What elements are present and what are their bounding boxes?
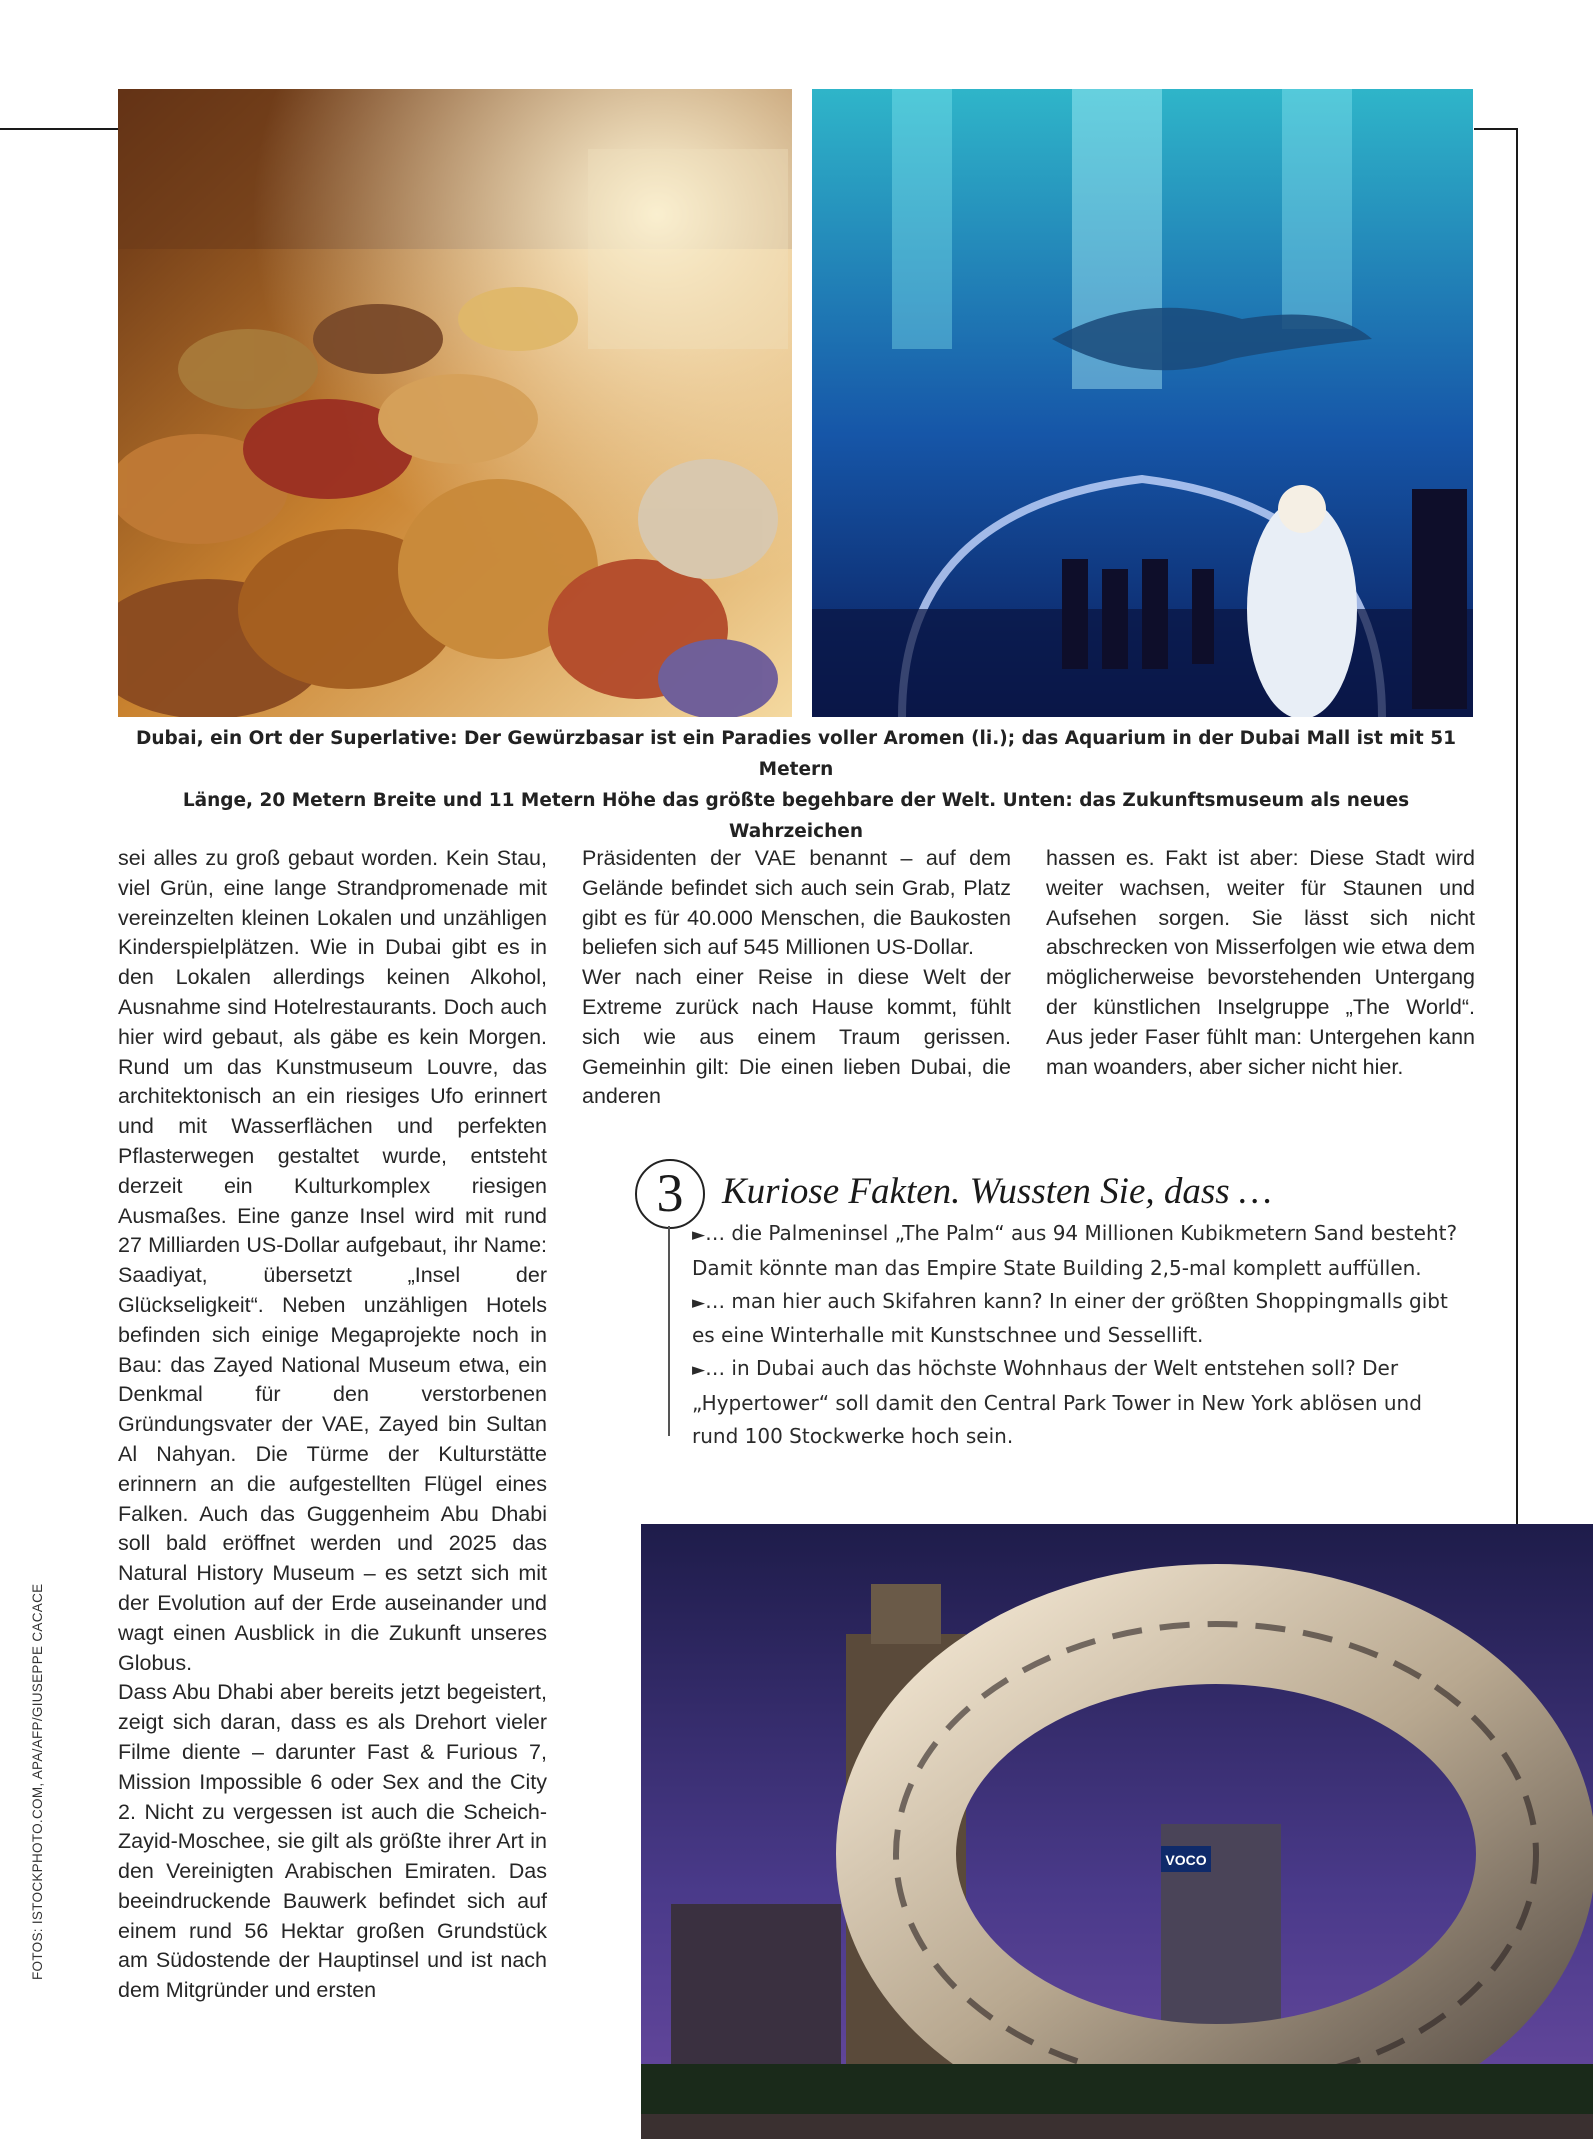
spice-market-image: [118, 89, 792, 717]
aquarium-photo: [812, 89, 1473, 717]
museum-of-the-future-photo: [641, 1524, 1593, 2139]
museum-image: [641, 1524, 1593, 2139]
column2-paragraph-2: Wer nach einer Reise in diese Welt der Extreme zurück nach Hause kommt, fühlt sich wie aus einem Traum gerissen. Gemeinhin gilt: Die einen lieben Dubai, die anderen: [582, 965, 1011, 1109]
fact-text: … man hier auch Skifahren kann? In einer der größten Shoppingmalls gibt es eine Winterhalle mit Kunstschnee und Sessellift.: [692, 1288, 1448, 1348]
right-vertical-rule: [1516, 128, 1518, 1524]
facts-title: Kuriose Fakten. Wussten Sie, dass …: [722, 1171, 1272, 1212]
triangle-bullet-icon: ►: [692, 1360, 706, 1381]
facts-side-rule: [668, 1226, 670, 1436]
caption-line-2: Länge, 20 Metern Breite und 11 Metern Höhe das größte begehbare der Welt. Unten: das Zukunftsmuseum als neues Wahrzeichen: [182, 790, 1410, 842]
triangle-bullet-icon: ►: [692, 1292, 706, 1313]
column1-paragraph-1: sei alles zu groß gebaut worden. Kein Stau, viel Grün, eine lange Strandpromenade mit vereinzelten kleinen Lokalen und unzähligen Kinderspielplätzen. Wie in Dubai gibt es in den Lokalen allerdings keinen Alkohol, Ausnahme sind Hotelrestaurants. Doch auch hier wird gebaut, als gäbe es kein Morgen. Rund um das Kunstmuseum Louvre, das architektonisch an ein riesiges Ufo erinnert und mit Wasserflächen und perfekten Pflasterwegen gestaltet wurde, entsteht derzeit ein Kulturkomplex riesigen Ausmaßes. Eine ganze Insel wird mit rund 27 Milliarden US-Dollar aufgebaut, ihr Name: Saadiyat, übersetzt „Insel der Glückseligkeit“. Neben unzähligen Hotels befinden sich einige Megaprojekte noch in Bau: das Zayed National Museum etwa, ein Denkmal für den verstorbenen Gründungsvater der VAE, Zayed bin Sultan Al Nahyan. Die Türme der Kulturstätte erinnern an die aufgestellten Flügel eines Falken. Auch das Guggenheim Abu Dhabi soll bald eröffnet werden und 2025 das Natural History Museum – es setzt sich mit der Evolution auf der Erde auseinander und wagt einen Ausblick in die Zukunft unseres Globus.: [118, 846, 547, 1675]
fact-text: … die Palmeninsel „The Palm“ aus 94 Millionen Kubikmetern Sand besteht? Damit könnte man das Empire State Building 2,5-mal komplett auffüllen.: [692, 1221, 1458, 1280]
photo-caption: [118, 723, 1474, 847]
top-left-rule: [0, 128, 118, 130]
fact-text: … in Dubai auch das höchste Wohnhaus der Welt entstehen soll? Der „Hypertower“ soll damit den Central Park Tower in New York ablösen und rund 100 Stockwerke hoch sein.: [692, 1356, 1422, 1448]
column2-paragraph-1: Präsidenten der VAE benannt – auf dem Gelände befindet sich auch sein Grab, Platz gibt es für 40.000 Menschen, die Baukosten beliefen sich auf 545 Millionen US-Dollar.: [582, 846, 1011, 960]
voco-sign: VOCO: [1165, 1852, 1207, 1868]
article-column-3: [1046, 844, 1475, 1082]
article-column-2: [582, 844, 1011, 1112]
top-right-rule: [1474, 128, 1518, 130]
facts-list: [692, 1217, 1472, 1453]
column3-paragraph-1: hassen es. Fakt ist aber: Diese Stadt wird weiter wachsen, weiter für Staunen und Aufsehen sorgen. Sie lässt sich nicht abschrecken von Misserfolgen wie etwa dem möglicherweise bevorstehenden Untergang der künstlichen Inselgruppe „The World“. Aus jeder Faser fühlt man: Untergehen kann man woanders, aber sicher nicht hier.: [1046, 846, 1475, 1079]
aquarium-image: [812, 89, 1473, 717]
facts-number-badge: 3: [635, 1159, 705, 1229]
caption-line-1: Dubai, ein Ort der Superlative: Der Gewürzbasar ist ein Paradies voller Aromen (li.); das Aquarium in der Dubai Mall ist mit 51 Metern: [136, 728, 1456, 780]
fact-item: [692, 1352, 1472, 1452]
fact-item: [692, 1285, 1472, 1353]
photo-credit: FOTOS: ISTOCKPHOTO.COM, APA/AFP/GIUSEPPE CACACE: [30, 1583, 45, 1980]
spice-market-photo: [118, 89, 792, 717]
fact-item: [692, 1217, 1472, 1285]
article-column-1: [118, 844, 547, 2006]
triangle-bullet-icon: ►: [692, 1225, 706, 1245]
column1-paragraph-2: Dass Abu Dhabi aber bereits jetzt begeistert, zeigt sich daran, dass es als Drehort vieler Filme diente – darunter Fast & Furious 7, Mission Impossible 6 oder Sex and the City 2. Nicht zu vergessen ist auch die Scheich-Zayid-Moschee, sie gilt als größte ihrer Art in den Vereinigten Arabischen Emiraten. Das beeindruckende Bauwerk befindet sich auf einem rund 56 Hektar großen Grundstück am Südostende der Hauptinsel und ist nach dem Mitgründer und ersten: [118, 1680, 547, 2003]
